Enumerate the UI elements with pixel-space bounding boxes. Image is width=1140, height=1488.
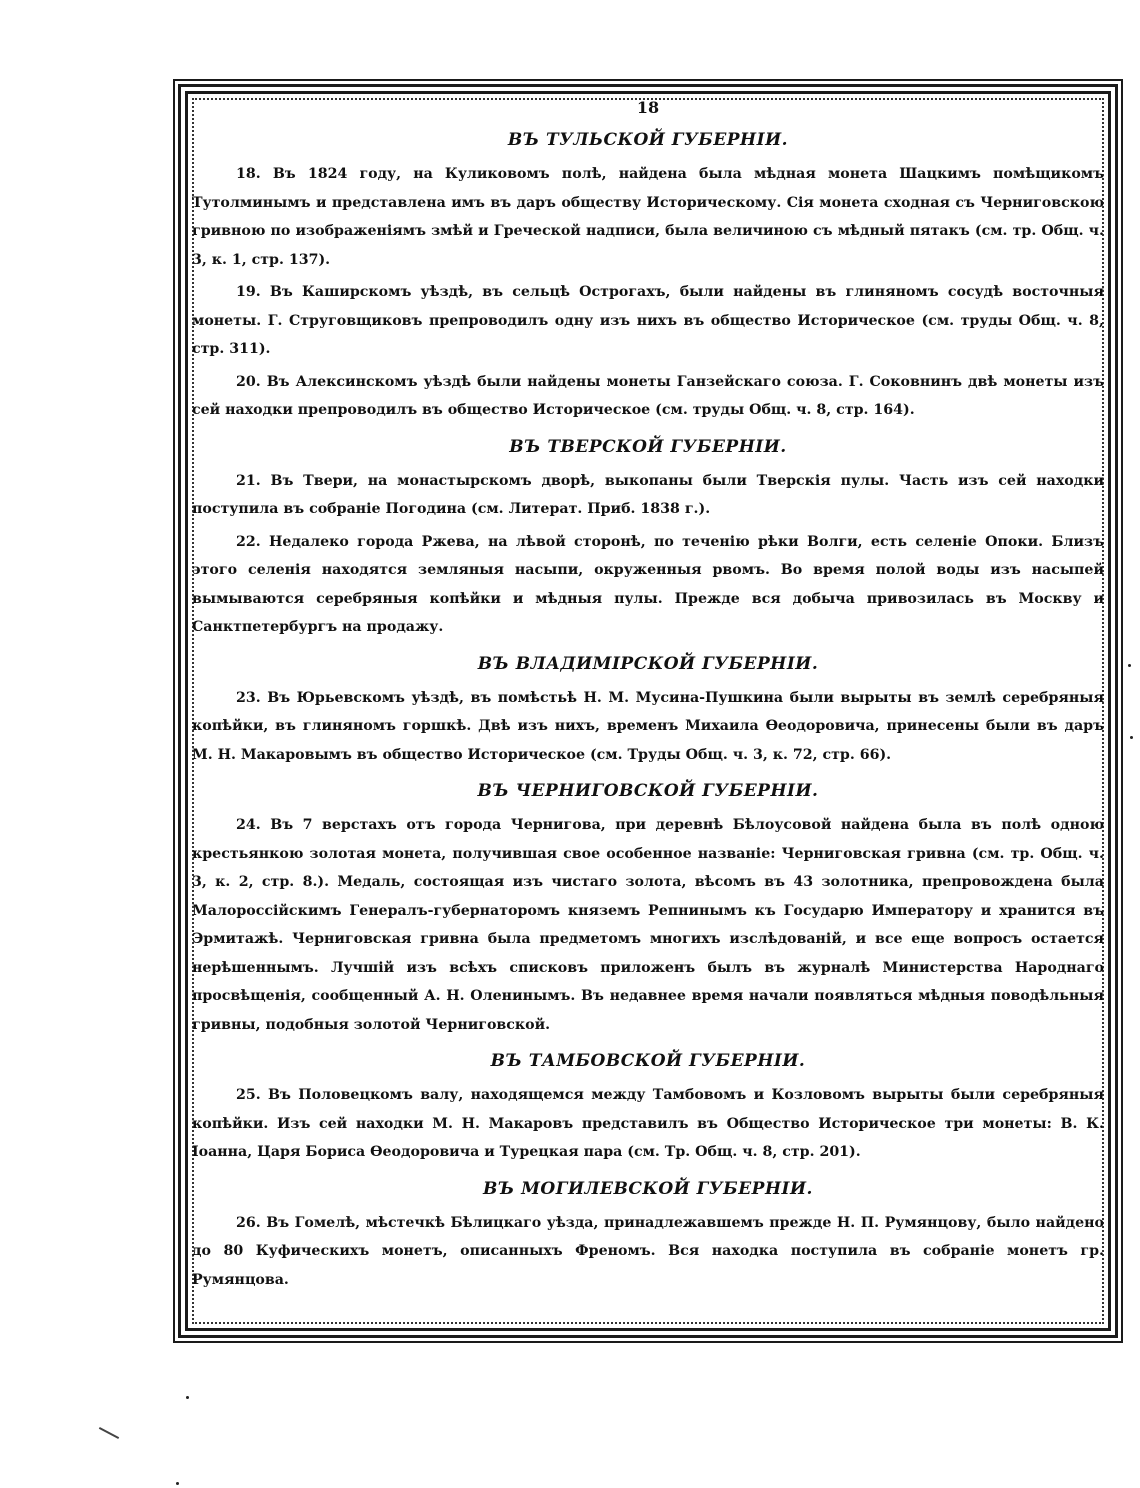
ink-speck [186,1396,189,1399]
ink-speck [176,1482,179,1485]
paragraph: 21. Въ Твери, на монастырскомъ дворѣ, выкопаны были Тверскія пулы. Часть изъ сей находки поступила въ собраніе Погодина (см. Литерат. Приб. 1838 г.). [192,472,1104,517]
ink-speck [1130,736,1133,739]
paper-scratch [99,1427,119,1439]
page-number: 18 [636,98,660,117]
paragraph: 23. Въ Юрьевскомъ уѣздѣ, въ помѣстьѣ Н. М. Мусина-Пушкина были вырыты въ землѣ серебряныя копѣйки, въ глиняномъ горшкѣ. Двѣ изъ нихъ, временъ Михаила Ѳеодоровича, принесены были въ даръ М. Н. Макаровымъ въ общество Историческое (см. Труды Общ. ч. 3, к. 72, стр. 66). [192,689,1104,763]
section-tambov [192,1051,1104,1167]
section-tver [192,437,1104,642]
section-chernigov [192,781,1104,1039]
paragraph: 18. Въ 1824 году, на Куликовомъ полѣ, найдена была мѣдная монета Шацкимъ помѣщикомъ Тутолминымъ и представлена имъ въ даръ обществу Историческому. Сія монета сходная съ Черниговскою гривною по изображеніямъ змѣй и Греческой надписи, была величиною съ мѣдный пятакъ (см. тр. Общ. ч. 3, к. 1, стр. 137). [192,166,1104,268]
section-mogilev [192,1179,1104,1295]
section-vladimir [192,654,1104,770]
paragraph: 24. Въ 7 верстахъ отъ города Чернигова, при деревнѣ Бѣлоусовой найдена была въ полѣ одною крестьянкою золотая монета, получившая свое особенное названіе: Черниговская гривна (см. тр. Общ. ч. 3, к. 2, стр. 8.). Медаль, состоящая изъ чистаго золота, вѣсомъ въ 43 золотника, препровождена была Малороссійскимъ Генералъ-губернаторомъ княземъ Репнинымъ къ Государю Императору и хранится въ Эрмитажѣ. Черниговская гривна была предметомъ многихъ изслѣдованій, и все еще вопросъ остается нерѣшеннымъ. Лучшій изъ всѣхъ списковъ приложенъ былъ въ журналѣ Министерства Народнаго просвѣщенія, сообщенный А. Н. Оленинымъ. Въ недавнее время начали появляться мѣдныя поводѣльныя гривны, подобныя золотой Черниговской. [192,817,1104,1033]
section-title: ВЪ ТАМБОВСКОЙ ГУБЕРНІИ. [490,1051,806,1071]
page-content [192,98,1104,1298]
paragraph: 20. Въ Алексинскомъ уѣздѣ были найдены монеты Ганзейскаго союза. Г. Соковнинъ двѣ монеты изъ сей находки препроводилъ въ общество Историческое (см. труды Общ. ч. 8, стр. 164). [192,373,1104,418]
paragraph: 25. Въ Половецкомъ валу, находящемся между Тамбовомъ и Козловомъ вырыты были серебряныя копѣйки. Изъ сей находки М. Н. Макаровъ представилъ въ Общество Историческое три монеты: В. К. Іоанна, Царя Бориса Ѳеодоровича и Турецкая пара (см. Тр. Общ. ч. 8, стр. 201). [192,1087,1104,1160]
paragraph: 22. Недалеко города Ржева, на лѣвой сторонѣ, по теченію рѣки Волги, есть селеніе Опоки. Близъ этого селенія находятся земляныя насыпи, окруженныя рвомъ. Во время полой воды изъ насыпей вымываются серебряныя копѣйки и мѣдныя пулы. Прежде вся добыча привозилась въ Москву и Санктпетербургъ на продажу. [192,533,1104,635]
section-title: ВЪ ЧЕРНИГОВСКОЙ ГУБЕРНІИ. [477,781,819,801]
section-tula [192,130,1104,425]
paragraph: 19. Въ Каширскомъ уѣздѣ, въ сельцѣ Острогахъ, были найдены въ глиняномъ сосудѣ восточныя монеты. Г. Струговщиковъ препроводилъ одну изъ нихъ въ общество Историческое (см. труды Общ. ч. 8, стр. 311). [192,284,1104,357]
section-title: ВЪ ВЛАДИМІРСКОЙ ГУБЕРНІИ. [477,653,819,674]
section-title: ВЪ ТВЕРСКОЙ ГУБЕРНІИ. [509,436,787,457]
section-title: ВЪ МОГИЛЕВСКОЙ ГУБЕРНІИ. [483,1178,813,1199]
section-title: ВЪ ТУЛЬСКОЙ ГУБЕРНІИ. [507,130,789,150]
paragraph: 26. Въ Гомелѣ, мѣстечкѣ Бѣлицкаго уѣзда, принадлежавшемъ прежде Н. П. Румянцову, было найдено до 80 Куфическихъ монетъ, описанныхъ Френомъ. Вся находка поступила въ собраніе монетъ гр. Румянцова. [192,1214,1104,1288]
ink-speck [1128,664,1131,667]
